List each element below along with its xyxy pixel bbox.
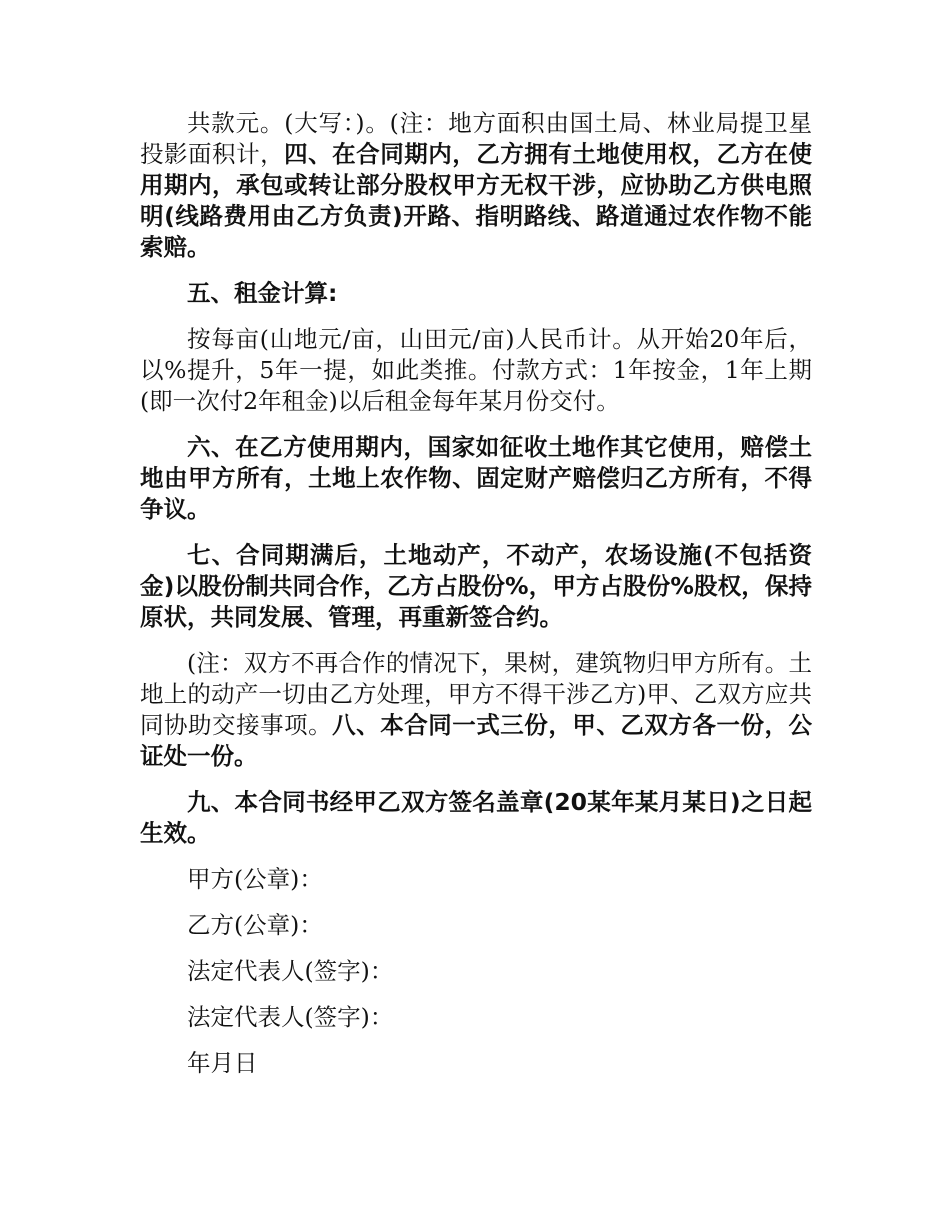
document-page bbox=[140, 108, 812, 1094]
rent-calculation-text: 按每亩(山地元/亩，山田元/亩)人民币计。从开始20年后，以%提升，5年一提，如此类推。付款方式：1年按金，1年上期(即一次付2年租金)以后租金每年某月份交付。 bbox=[140, 325, 812, 415]
party-a-seal-line: 甲方(公章)： bbox=[187, 865, 323, 893]
clause-five-heading: 五、租金计算: bbox=[187, 279, 338, 307]
paragraph-area-note bbox=[140, 108, 812, 263]
clause-nine-text: 九、本合同书经甲乙双方签名盖章(20某年某月某日)之日起生效。 bbox=[140, 788, 812, 847]
rep-b-signature-line: 法定代表人(签字)： bbox=[187, 1003, 394, 1031]
clause-six-text: 六、在乙方使用期内，国家如征收土地作其它使用，赔偿土地由甲方所有，土地上农作物、固定财产赔偿归乙方所有，不得争议。 bbox=[140, 433, 812, 523]
cooperation-note-text: (注：双方不再合作的情况下，果树，建筑物归甲方所有。土地上的动产一切由乙方处理，甲方不得干涉乙方)甲、乙双方应共同协助交接事项。 bbox=[140, 649, 812, 739]
area-note-text: 共款元。(大写：)。(注：地方面积由国土局、林业局提卫星投影面积计， bbox=[140, 109, 812, 168]
clause-seven-text: 七、合同期满后，土地动产，不动产，农场设施(不包括资金)以股份制共同合作，乙方占股份%，甲方占股份%股权，保持原状，共同发展、管理，再重新签合约。 bbox=[140, 541, 812, 631]
date-line: 年月日 bbox=[187, 1049, 258, 1077]
rep-a-signature-line: 法定代表人(签字)： bbox=[187, 957, 394, 985]
party-b-seal-line: 乙方(公章)： bbox=[187, 911, 323, 939]
clause-eight-text: 八、本合同一式三份，甲、乙双方各一份，公证处一份。 bbox=[140, 711, 813, 770]
paragraph-cooperation-note bbox=[140, 648, 812, 772]
clause-four-text: 四、在合同期内，乙方拥有土地使用权，乙方在使用期内，承包或转让部分股权甲方无权干涉，应协助乙方供电照明(线路费用由乙方负责)开路、指明路线、路道通过农作物不能索赔。 bbox=[140, 140, 813, 261]
